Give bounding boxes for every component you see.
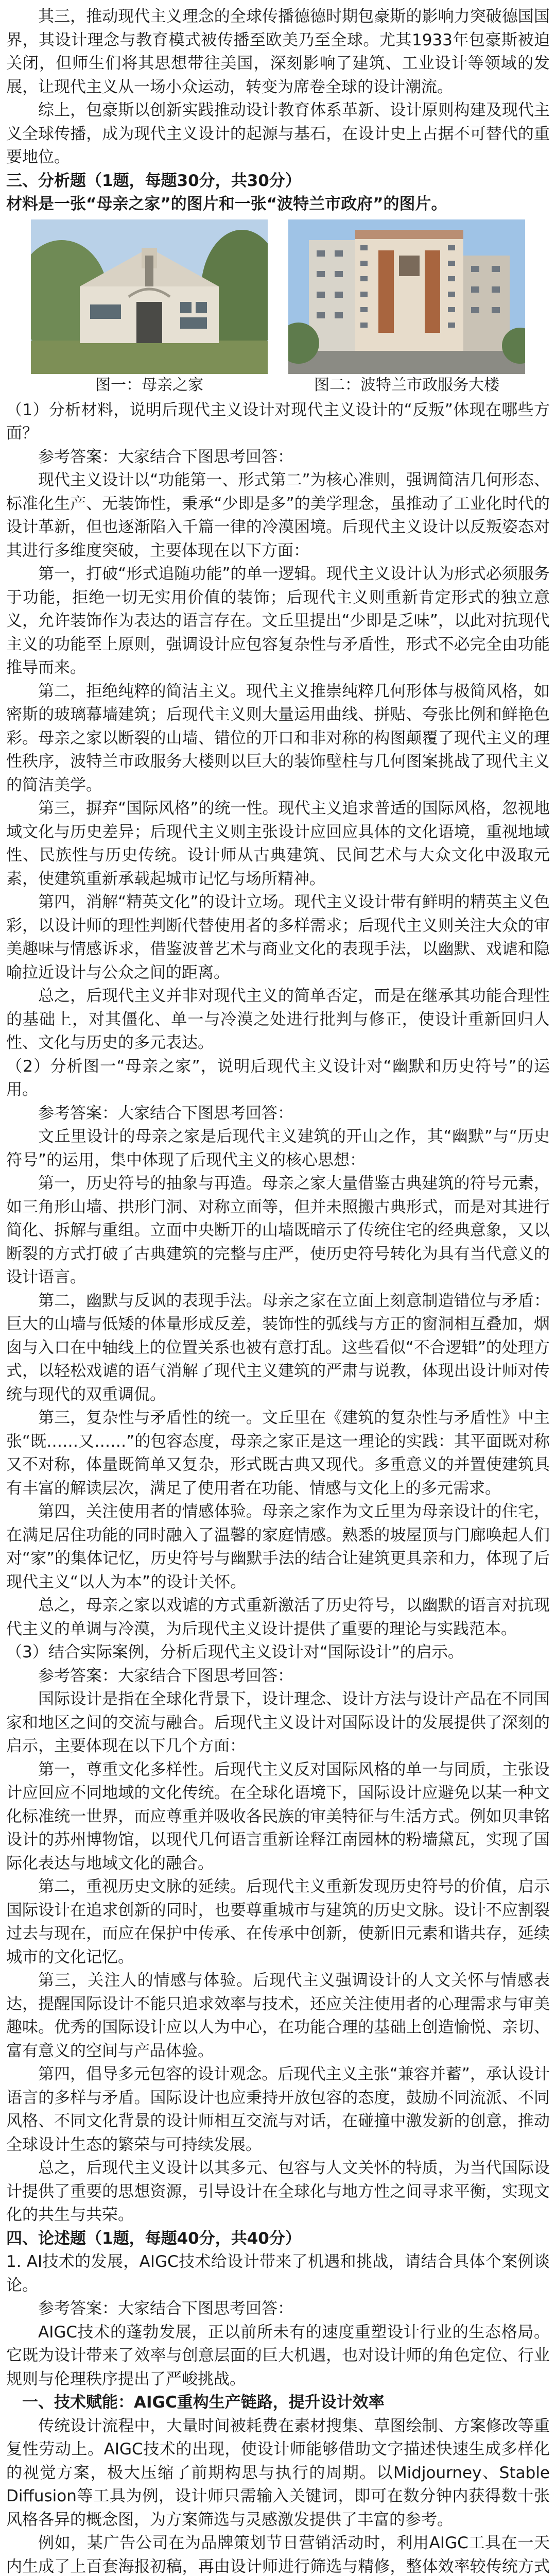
paragraph: AIGC技术的蓬勃发展，正以前所未有的速度重塑设计行业的生态格局。它既为设计带来了效率与创意层面的巨大机遇，也对设计师的角色定位、行业规则与伦理秩序提出了严峻挑战。 xyxy=(6,2323,550,2388)
paragraph: 第四，倡导多元包容的设计观念。后现代主义主张“兼容并蓄”，承认设计语言的多样与矛盾。国际设计也应秉持开放包容的态度，鼓励不同流派、不同风格、不同文化背景的设计师相互交流与对话，在碰撞中激发新的创意，推动全球设计生态的繁荣与可持续发展。 xyxy=(6,2065,550,2154)
paragraph: 第三，摒弃“国际风格”的统一性。现代主义追求普适的国际风格，忽视地域文化与历史差异；后现代主义则主张设计应回应具体的文化语境，重视地域性、民族性与历史传统。设计师从古典建筑、民间艺术与大众文化中汲取元素，使建筑重新承载起城市记忆与场所精神。 xyxy=(6,799,550,888)
question: （2）分析图一“母亲之家”，说明后现代主义设计对“幽默和历史符号”的运用。 xyxy=(6,1057,550,1099)
paragraph: 例如，某广告公司在为品牌策划节日营销活动时，利用AIGC工具在一天内生成了上百套海报初稿，再由设计师进行筛选与精修，整体效率较传统方式 xyxy=(6,2534,550,2576)
paragraph: 第二，拒绝纯粹的简洁主义。现代主义推崇纯粹几何形体与极简风格，如密斯的玻璃幕墙建筑；后现代主义则大量运用曲线、拼贴、夸张比例和鲜艳色彩。母亲之家以断裂的山墙、错位的开口和非对称的构图颠覆了现代主义的理性秩序，波特兰市政服务大楼则以巨大的装饰壁柱与几何图案挑战了现代主义的简洁美学。 xyxy=(6,682,550,794)
answer-label: 参考答案：大家结合下图思考回答： xyxy=(38,1666,293,1685)
paragraph: 第二，幽默与反讽的表现手法。母亲之家在立面上刻意制造错位与矛盾：巨大的山墙与低矮的体量形成反差，装饰性的弧线与方正的窗洞相互叠加，烟囱与入口在中轴线上的位置关系也被有意打乱。这些看似“不合逻辑”的处理方式，以轻松戏谑的语气消解了现代主义建筑的严肃与说教，体现出设计师对传统与现代的双重调侃。 xyxy=(6,1291,550,1404)
figure-caption: 图二：波特兰市政服务大楼 xyxy=(314,376,499,394)
paragraph: 现代主义设计以“功能第一、形式第二”为核心准则，强调简洁几何形态、标准化生产、无装饰性，秉承“少即是多”的美学理念，虽推动了工业化时代的设计革新，但也逐渐陷入千篇一律的冷漠困境。后现代主义设计以反叛姿态对其进行多维度突破，主要体现在以下方面： xyxy=(6,471,550,560)
paragraph: 第四，关注使用者的情感体验。母亲之家作为文丘里为母亲设计的住宅，在满足居住功能的同时融入了温馨的家庭情感。熟悉的坡屋顶与门廊唤起人们对“家”的集体记忆，历史符号与幽默手法的结合让建筑更具亲和力，体现了后现代主义“以人为本”的设计关怀。 xyxy=(6,1502,550,1591)
paragraph: 第一，打破“形式追随功能”的单一逻辑。现代主义设计认为形式必须服务于功能，拒绝一切无实用价值的装饰；后现代主义则重新肯定形式的独立意义，允许装饰作为表达的语言存在。文丘里提出“少即是乏味”，以此对抗现代主义的功能至上原则，强调设计应包容复杂性与矛盾性，形式不必完全由功能推导而来。 xyxy=(6,565,550,677)
paragraph: 综上，包豪斯以创新实践推动设计教育体系革新、设计原则构建及现代主义全球传播，成为现代主义设计的起源与基石，在设计史上占据不可替代的重要地位。 xyxy=(6,101,550,166)
paragraph: 总之，母亲之家以戏谑的方式重新激活了历史符号，以幽默的语言对抗现代主义的单调与冷漠，为后现代主义设计提供了重要的理论与实践范本。 xyxy=(6,1596,550,1638)
paragraph: 第四，消解“精英文化”的设计立场。现代主义设计带有鲜明的精英主义色彩，以设计师的理性判断代替使用者的多样需求；后现代主义则关注大众的审美趣味与情感诉求，借鉴波普艺术与商业文化的表现手法，以幽默、戏谑和隐喻拉近设计与公众之间的距离。 xyxy=(6,893,550,982)
question: （3）结合实际案例，分析后现代主义设计对“国际设计”的启示。 xyxy=(6,1643,464,1662)
figure-portland-building xyxy=(288,219,525,397)
paragraph: 传统设计流程中，大量时间被耗费在素材搜集、草图绘制、方案修改等重复性劳动上。AIGC技术的出现，使设计师能够借助文字描述快速生成多样化的视觉方案，极大压缩了前期构思与执行的周期。以Midjourney、Stable Diffusion等工具为例，设计师只需输入关键词，即可在数分钟内获得数十张风格各异的概念图，为方案筛选与灵感激发提供了丰富的参考。 xyxy=(6,2416,550,2529)
paragraph: 第一，尊重文化多样性。后现代主义反对国际风格的单一与同质，主张设计应回应不同地域的文化传统。在全球化语境下，国际设计应避免以某一种文化标准统一世界，而应尊重并吸收各民族的审美特征与生活方式。例如贝聿铭设计的苏州博物馆，以现代几何语言重新诠释江南园林的粉墙黛瓦，实现了国际化表达与地域文化的融合。 xyxy=(6,1760,550,1873)
paragraph: 总之，后现代主义设计以其多元、包容与人文关怀的特质，为当代国际设计提供了重要的思想资源，引导设计在全球化与地方性之间寻求平衡，实现文化的共生与共荣。 xyxy=(6,2159,550,2224)
paragraph: 第三，复杂性与矛盾性的统一。文丘里在《建筑的复杂性与矛盾性》中主张“既……又……”的包容态度，母亲之家正是这一理论的实践：其平面既对称又不对称，体量既简单又复杂，形式既古典又现代。多重意义的并置使建筑具有丰富的解读层次，满足了使用者在功能、情感与文化上的多元需求。 xyxy=(6,1409,550,1498)
paragraph: 第一，历史符号的抽象与再造。母亲之家大量借鉴古典建筑的符号元素，如三角形山墙、拱形门洞、对称立面等，但并未照搬古典形式，而是对其进行简化、拆解与重组。立面中央断开的山墙既暗示了传统住宅的经典意象，又以断裂的方式打破了古典建筑的完整与庄严，使历史符号转化为具有当代意义的设计语言。 xyxy=(6,1174,550,1286)
section-heading: 三、分析题（1题，每题30分，共30分） xyxy=(6,171,301,190)
paragraph: 第三，关注人的情感与体验。后现代主义强调设计的人文关怀与情感表达，提醒国际设计不能只追求效率与技术，还应关注使用者的心理需求与审美趣味。优秀的国际设计应以人为中心，在功能合理的基础上创造愉悦、亲切、富有意义的空间与产品体验。 xyxy=(6,1971,550,2060)
paragraph: 文丘里设计的母亲之家是后现代主义建筑的开山之作，其“幽默”与“历史符号”的运用，集中体现了后现代主义的核心思想： xyxy=(6,1127,550,1170)
question: 1. AI技术的发展，AIGC技术给设计带来了机遇和挑战，请结合具体个案例谈论。 xyxy=(6,2252,550,2295)
figure-row xyxy=(6,219,550,397)
paragraph: 总之，后现代主义并非对现代主义的简单否定，而是在继承其功能合理性的基础上，对其僵化、单一与冷漠之处进行批判与修正，使设计重新回归人性、文化与历史的多元表达。 xyxy=(6,987,550,1052)
paragraph: 国际设计是指在全球化背景下，设计理念、设计方法与设计产品在不同国家和地区之间的交流与融合。后现代主义设计对国际设计的发展提供了深刻的启示，主要体现在以下几个方面： xyxy=(6,1690,550,1755)
house-photo-icon xyxy=(31,219,268,374)
paragraph: 第二，重视历史文脉的延续。后现代主义重新发现历史符号的价值，启示国际设计在追求创新的同时，也要尊重城市与建筑的历史文脉。设计不应割裂过去与现在，而应在保护中传承、在传承中创新，使新旧元素和谐共存，延续城市的文化记忆。 xyxy=(6,1877,550,1967)
material-description: 材料是一张“母亲之家”的图片和一张“波特兰市政府”的图片。 xyxy=(6,195,447,213)
building-photo-icon xyxy=(288,219,525,374)
answer-label: 参考答案：大家结合下图思考回答： xyxy=(38,447,293,466)
answer-label: 参考答案：大家结合下图思考回答： xyxy=(38,2299,293,2318)
answer-label: 参考答案：大家结合下图思考回答： xyxy=(38,1104,293,1123)
section-heading: 四、论述题（1题，每题40分，共40分） xyxy=(6,2229,301,2248)
figure-caption: 图一：母亲之家 xyxy=(95,376,203,394)
figure-mothers-house xyxy=(31,219,268,397)
paragraph: 其三，推动现代主义理念的全球传播德德时期包豪斯的影响力突破德国国界，其设计理念与教育模式被传播至欧美乃至全球。尤其1933年包豪斯被迫关闭，但师生们将其思想带往美国，深刻影响了建筑、工业设计等领域的发展，让现代主义从一场小众运动，转变为席卷全球的设计潮流。 xyxy=(6,7,550,96)
question: （1）分析材料，说明后现代主义设计对现代主义设计的“反叛”体现在哪些方面？ xyxy=(6,400,550,443)
subheading: 一、技术赋能：AIGC重构生产链路，提升设计效率 xyxy=(22,2393,385,2412)
